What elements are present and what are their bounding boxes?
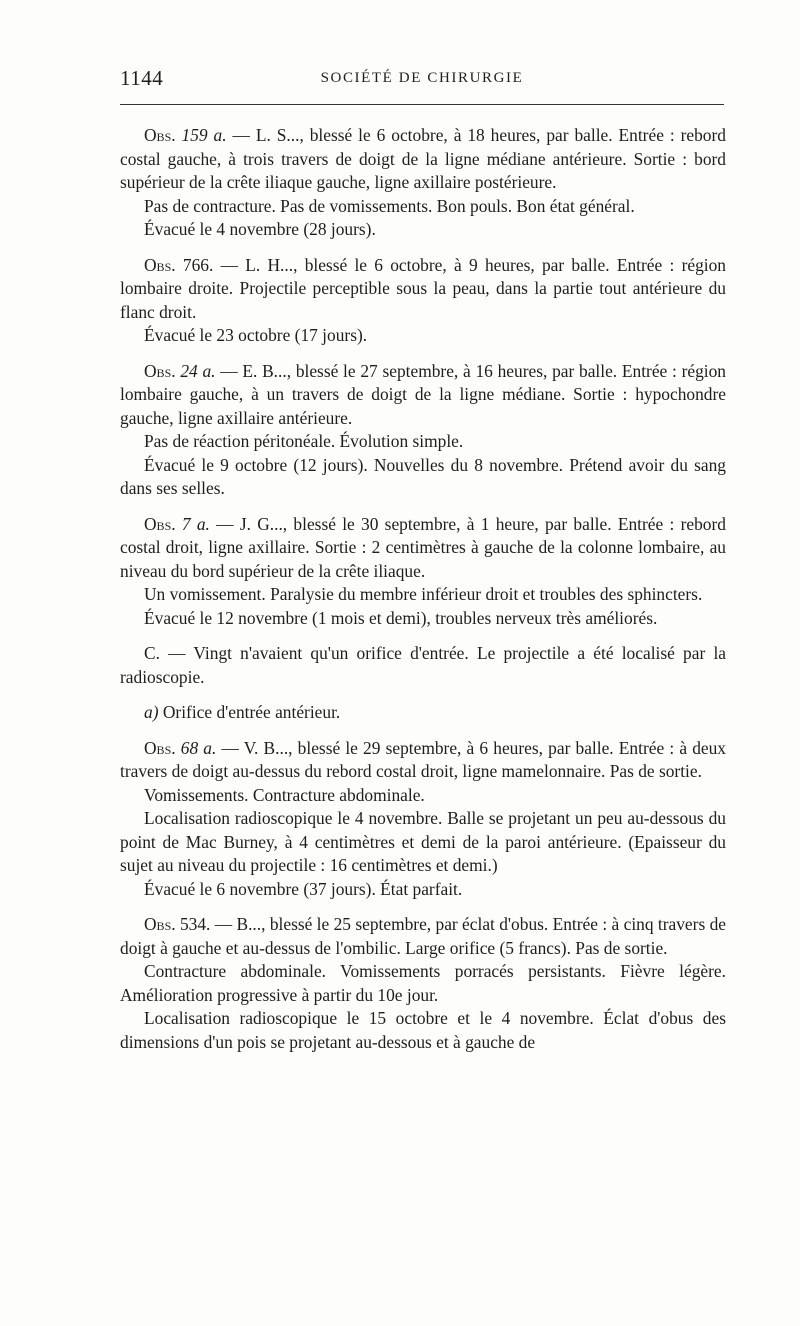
paragraph-obs-7	[120, 513, 726, 584]
paragraph-text: — L. H..., blessé le 6 octobre, à 9 heures, par balle. Entrée : région lombaire droite. Projectile perceptible sous la peau, dans la partie tout antérieure du flanc droit.	[120, 254, 726, 322]
paragraph-text: — L. S..., blessé le 6 octobre, à 18 heures, par balle. Entrée : rebord costal gauche, à trois travers de doigt de la ligne médiane antérieure. Sortie : bord supérieur de la crête iliaque gauche, ligne axillaire postérieure.	[120, 125, 726, 192]
subsection-mark: a)	[144, 702, 159, 722]
subsection-title: Orifice d'entrée antérieur.	[158, 702, 341, 722]
paragraph-text: — V. B..., blessé le 29 septembre, à 6 heures, par balle. Entrée : à deux travers de doigt au-dessus du rebord costal droit, ligne mamelonnaire. Pas de sortie.	[120, 737, 726, 781]
subsection-heading	[120, 701, 726, 725]
obs-label: Obs.	[144, 254, 176, 275]
paragraph-obs-766	[120, 254, 726, 325]
paragraph: Évacué le 6 novembre (37 jours). État parfait.	[144, 878, 463, 899]
paragraph: Évacué le 9 octobre (12 jours). Nouvelles du 8 novembre. Prétend avoir du sang dans ses selles.	[120, 454, 726, 498]
obs-mark: 534.	[179, 914, 211, 934]
page-number: 1144	[120, 66, 164, 90]
running-head: SOCIÉTÉ DE CHIRURGIE	[320, 70, 524, 86]
paragraph: Évacué le 4 novembre (28 jours).	[144, 219, 376, 239]
paragraph: Pas de réaction péritonéale. Évolution simple.	[144, 431, 464, 451]
paragraph: Évacué le 23 octobre (17 jours).	[144, 325, 368, 345]
paragraph: Pas de contracture. Pas de vomissements. Bon pouls. Bon état général.	[144, 195, 635, 216]
paragraph: Localisation radioscopique le 4 novembre. Balle se projetant un peu au-dessous du point de Mac Burney, à 4 centimètres et demi de la paroi antérieure. (Epaisseur du sujet au niveau du projectile : 16 centimètres et demi.)	[120, 808, 726, 875]
obs-label: Obs.	[144, 360, 176, 381]
obs-mark: 24 a.	[180, 360, 216, 381]
paragraph-text: — E. B..., blessé le 27 septembre, à 16 heures, par balle. Entrée : région lombaire gauche, à un travers de doigt de la ligne médiane. Sortie : hypochondre gauche, ligne axillaire antérieure.	[120, 360, 726, 428]
obs-mark: 159 a.	[181, 125, 227, 145]
obs-mark: 766.	[182, 254, 214, 275]
page-header	[120, 66, 724, 96]
paragraph: Évacué le 12 novembre (1 mois et demi), troubles nerveux très améliorés.	[144, 607, 658, 628]
page-body	[120, 124, 726, 1054]
section-c-paragraph: C. — Vingt n'avaient qu'un orifice d'entrée. Le projectile a été localisé par la radioscopie.	[120, 643, 726, 687]
paragraph: Contracture abdominale. Vomissements porracés persistants. Fièvre légère. Amélioration progressive à partir du 10e jour.	[120, 961, 726, 1005]
paragraph: Un vomissement. Paralysie du membre inférieur droit et troubles des sphincters.	[144, 584, 703, 604]
obs-mark: 68 a.	[180, 737, 217, 758]
paragraph-obs-24	[120, 360, 726, 431]
obs-label: Obs.	[144, 513, 176, 534]
header-rule	[120, 104, 724, 105]
obs-label: Obs.	[144, 914, 176, 934]
paragraph-obs-68	[120, 737, 726, 784]
obs-label: Obs.	[144, 125, 176, 145]
obs-mark: 7 a.	[181, 513, 210, 534]
obs-label: Obs.	[144, 737, 176, 758]
paragraph-obs-159	[120, 124, 726, 195]
paragraph-text: — B..., blessé le 25 septembre, par éclat d'obus. Entrée : à cinq travers de doigt à gauche et au-dessus de l'ombilic. Large orifice (5 francs). Pas de sortie.	[120, 914, 726, 958]
paragraph: Vomissements. Contracture abdominale.	[144, 784, 425, 805]
paragraph-text: — J. G..., blessé le 30 septembre, à 1 heure, par balle. Entrée : rebord costal droit, ligne axillaire. Sortie : 2 centimètres à gauche de la colonne lombaire, au niveau du bord supérieur de la crête iliaque.	[120, 513, 726, 581]
paragraph: Localisation radioscopique le 15 octobre et le 4 novembre. Éclat d'obus des dimensions d'un pois se projetant au-dessous et à gauche de	[120, 1008, 726, 1052]
paragraph-obs-534	[120, 913, 726, 960]
